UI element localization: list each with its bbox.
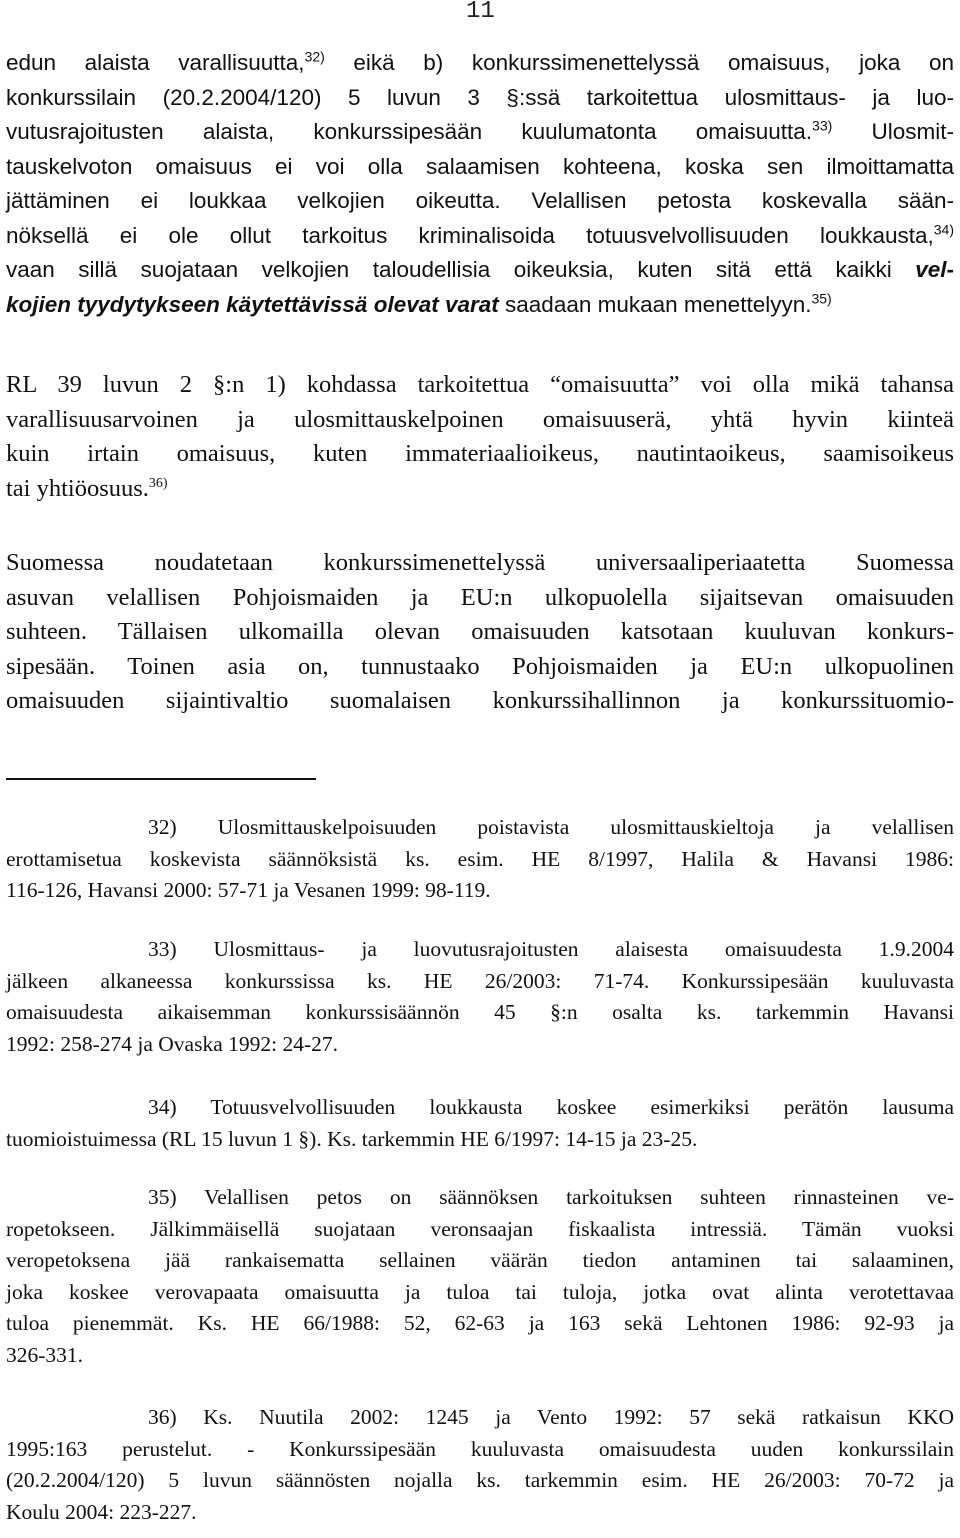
footnote-ref-35: 35) [811, 290, 832, 306]
text-span: vaan sillä suojataan velkojien taloudellisia oikeuksia, kuten sitä että kaikki [6, 257, 916, 282]
paragraph-line: RL 39 luvun 2 §:n 1) kohdassa tarkoitettua “omaisuutta” voi olla mikä tahansa [6, 371, 954, 398]
footnote-line: jälkeen alkaneessa konkurssissa ks. HE 26/2003: 71-74. Konkurssipesään kuuluvasta [6, 968, 954, 993]
footnote-32 [6, 812, 954, 907]
paragraph-line [6, 288, 954, 323]
paragraph-line [6, 472, 954, 507]
text-span: Ulosmit- [832, 119, 955, 144]
footnote-36 [6, 1402, 954, 1528]
paragraph-2 [6, 368, 954, 506]
text-span: vutusrajoitusten alaista, konkurssipesään kuulumatonta omaisuutta. [6, 119, 813, 144]
footnote-line: ropetokseen. Jälkimmäisellä suojataan veronsaajan fiskaalista intressiä. Tämän vuoksi [6, 1216, 954, 1241]
paragraph-line: varallisuusarvoinen ja ulosmittauskelpoinen omaisuuserä, yhtä hyvin kiinteä [6, 405, 954, 433]
paragraph-line [6, 253, 954, 288]
emphasis-text: kojien tyydytykseen käytettävissä olevat varat [6, 291, 499, 317]
paragraph-line [6, 46, 954, 81]
paragraph-line: suhteen. Tällaisen ulkomailla olevan omaisuuden katsotaan kuuluvan konkurs- [6, 618, 954, 645]
text-span: saadaan mukaan menettelyyn. [498, 291, 812, 317]
footnote-line: 1992: 258-274 ja Ovaska 1992: 24-27. [6, 1031, 339, 1056]
footnote-line: 36) Ks. Nuutila 2002: 1245 ja Vento 1992: 57 sekä ratkaisun KKO [148, 1405, 954, 1429]
paragraph-line: Suomessa noudatetaan konkurssimenettelyssä universaaliperiaatetta Suomessa [6, 549, 954, 576]
paragraph-line: kuin irtain omaisuus, kuten immateriaalioikeus, nautintaoikeus, saamisoikeus [6, 440, 954, 467]
text-span: nöksellä ei ole ollut tarkoitus kriminalisoida totuusvelvollisuuden loukkausta, [6, 222, 934, 248]
paragraph-line: omaisuuden sijaintivaltio suomalaisen konkurssihallinnon ja konkurssituomio- [6, 687, 954, 714]
footnote-line: erottamisetua koskevista säännöksistä ks. esim. HE 8/1997, Halila & Havansi 1986: [6, 846, 954, 871]
footnote-34 [6, 1092, 954, 1155]
footnote-line: Koulu 2004: 223-227. [6, 1499, 197, 1524]
paragraph-1 [6, 46, 954, 322]
paragraph-3 [6, 546, 954, 719]
paragraph-line: tauskelvoton omaisuus ei voi olla salaamisen kohteena, koska sen ilmoittamatta [6, 153, 954, 179]
footnote-line: 34) Totuusvelvollisuuden loukkausta koskee esimerkiksi perätön lausuma [148, 1095, 954, 1119]
footnote-line: (20.2.2004/120) 5 luvun säännösten nojalla ks. tarkemmin esim. HE 26/2003: 70-72 ja [6, 1468, 954, 1492]
footnote-line: omaisuudesta aikaisemman konkurssisäännön 45 §:n osalta ks. tarkemmin Havansi [6, 1000, 954, 1024]
footnote-line: 326-331. [6, 1342, 84, 1367]
paragraph-line: jättäminen ei loukkaa velkojien oikeutta. Velallisen petosta koskevalla sään- [6, 188, 954, 213]
paragraph-line [6, 115, 954, 150]
footnote-ref-36: 36) [148, 475, 168, 491]
footnote-ref-33: 33) [812, 117, 833, 134]
footnote-line: 33) Ulosmittaus- ja luovutusrajoitusten alaisesta omaisuudesta 1.9.2004 [148, 937, 954, 961]
footnote-divider [6, 778, 316, 780]
text-span: edun alaista varallisuutta, [6, 50, 305, 75]
text-span: eikä b) konkurssimenettelyssä omaisuus, joka on [324, 50, 954, 75]
page-number: 11 [466, 0, 495, 25]
footnote-line: 35) Velallisen petos on säännöksen tarkoituksen suhteen rinnasteinen ve- [148, 1185, 954, 1209]
footnote-line: 32) Ulosmittauskelpoisuuden poistavista ulosmittauskieltoja ja velallisen [148, 815, 954, 839]
paragraph-line: asuvan velallisen Pohjoismaiden ja EU:n ulkopuolella sijaitsevan omaisuuden [6, 583, 954, 611]
footnote-line: 116-126, Havansi 2000: 57-71 ja Vesanen 1999: 98-119. [6, 878, 491, 902]
footnote-line: tuomioistuimessa (RL 15 luvun 1 §). Ks. tarkemmin HE 6/1997: 14-15 ja 23-25. [6, 1126, 698, 1151]
emphasis-text: vel- [915, 257, 954, 282]
footnote-ref-32: 32) [304, 48, 325, 65]
text-span: tai yhtiöosuus. [6, 474, 149, 502]
footnote-line: veropetoksena jää rankaisematta sellainen väärän tiedon antaminen tai salaaminen, [6, 1248, 954, 1272]
footnote-line: 1995:163 perustelut. - Konkurssipesään kuuluvasta omaisuudesta uuden konkurssilain [6, 1436, 954, 1461]
paragraph-line: konkurssilain (20.2.2004/120) 5 luvun 3 §:ssä tarkoitettua ulosmittaus- ja luo- [6, 84, 954, 110]
footnote-ref-34: 34) [933, 221, 954, 237]
paragraph-line: sipesään. Toinen asia on, tunnustaako Pohjoismaiden ja EU:n ulkopuolinen [6, 652, 954, 680]
footnote-line: tuloa pienemmät. Ks. HE 66/1988: 52, 62-63 ja 163 sekä Lehtonen 1986: 92-93 ja [6, 1311, 954, 1335]
footnote-33 [6, 934, 954, 1060]
paragraph-line [6, 219, 954, 254]
footnote-35 [6, 1182, 954, 1371]
footnote-line: joka koskee verovapaata omaisuutta ja tuloa tai tuloja, jotka ovat alinta verotettavaa [6, 1279, 954, 1304]
